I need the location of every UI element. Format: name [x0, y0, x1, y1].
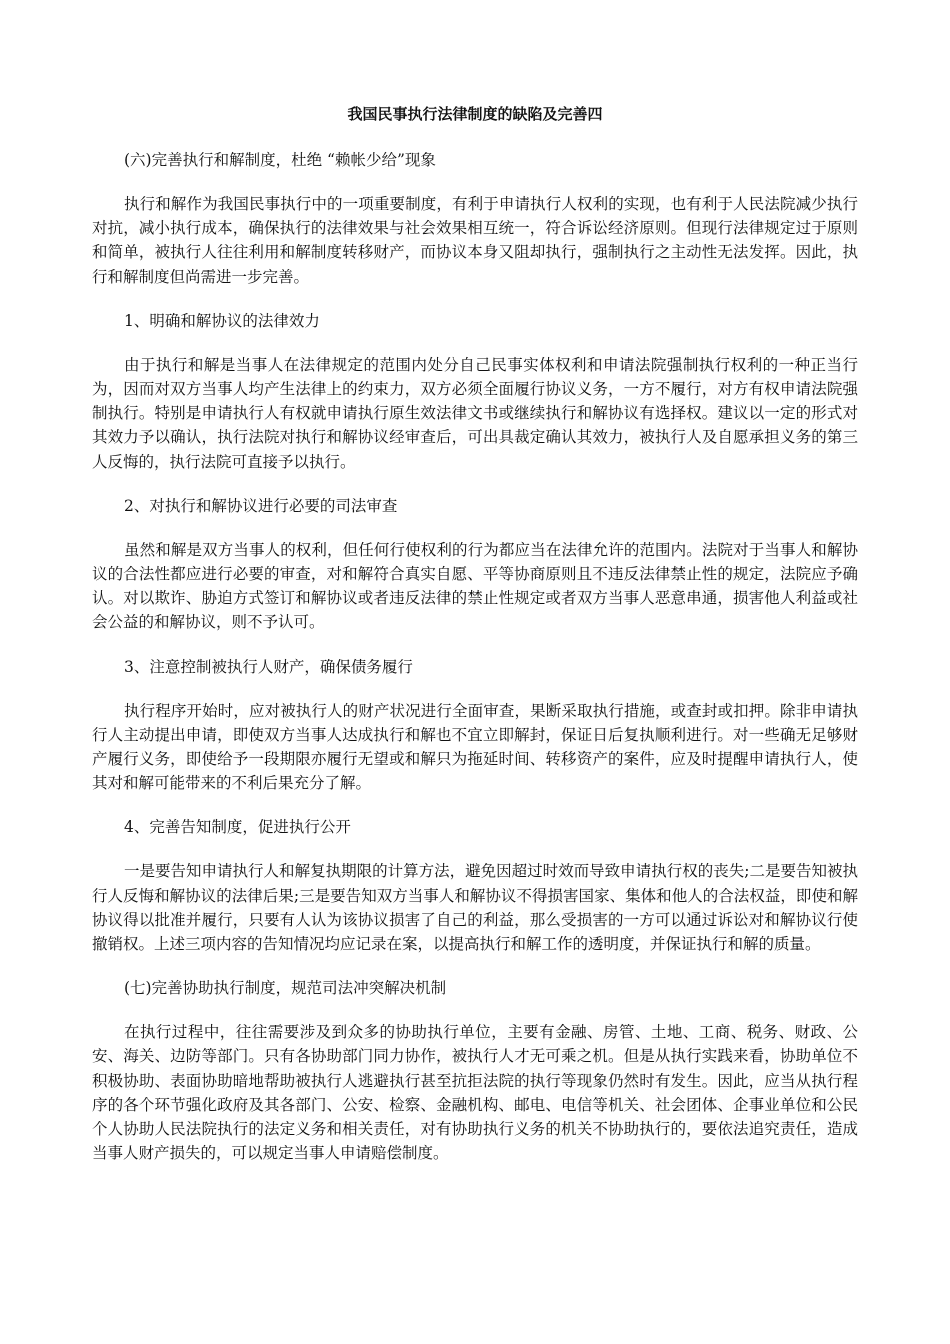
- section-heading: 3、注意控制被执行人财产，确保债务履行: [124, 657, 413, 676]
- body-paragraph: 虽然和解是双方当事人的权利，但任何行使权利的行为都应当在法律允许的范围内。法院对于当事人和解协议的合法性都应进行必要的审查，对和解符合真实自愿、平等协商原则且不违反法律禁止性的规定，法院应予确认。对以欺诈、胁迫方式签订和解协议或者违反法律的禁止性规定或者双方当事人恶意串通，损害他人利益或社会公益的和解协议，则不予认可。: [92, 540, 858, 632]
- body-paragraph: 执行程序开始时，应对被执行人的财产状况进行全面审查，果断采取执行措施，或查封或扣押。除非申请执行人主动提出申请，即使双方当事人达成执行和解也不宜立即解封，保证日后复执顺利进行。对一些确无足够财产履行义务，即使给予一段期限亦履行无望或和解只为拖延时间、转移资产的案件，应及时提醒申请执行人，使其对和解可能带来的不利后果充分了解。: [92, 701, 858, 793]
- body-paragraph: 由于执行和解是当事人在法律规定的范围内处分自己民事实体权利和申请法院强制执行权利的一种正当行为，因而对双方当事人均产生法律上的约束力，双方必须全面履行协议义务，一方不履行，对方有权申请法院强制执行。特别是申请执行人有权就申请执行原生效法律文书或继续执行和解协议有选择权。建议以一定的形式对其效力予以确认，执行法院对执行和解协议经审查后，可出具裁定确认其效力，被执行人及自愿承担义务的第三人反悔的，执行法院可直接予以执行。: [92, 355, 858, 471]
- body-paragraph: 执行和解作为我国民事执行中的一项重要制度，有利于申请执行人权利的实现，也有利于人民法院减少执行对抗，减小执行成本，确保执行的法律效果与社会效果相互统一，符合诉讼经济原则。但现行法律规定过于原则和简单，被执行人往往利用和解制度转移财产，而协议本身又阻却执行，强制执行之主动性无法发挥。因此，执行和解制度但尚需进一步完善。: [92, 195, 858, 286]
- document-title: 我国民事执行法律制度的缺陷及完善四: [347, 105, 603, 123]
- section-heading: 1、明确和解协议的法律效力: [124, 311, 320, 330]
- section-heading: 4、完善告知制度，促进执行公开: [124, 818, 351, 837]
- section-heading: (七)完善协助执行制度，规范司法冲突解决机制: [124, 979, 447, 998]
- body-paragraph: 在执行过程中，往往需要涉及到众多的协助执行单位，主要有金融、房管、土地、工商、税务、财政、公安、海关、边防等部门。只有各协助部门同力协作，被执行人才无可乘之机。但是从执行实践来看，协助单位不积极协助、表面协助暗地帮助被执行人逃避执行甚至抗拒法院的执行等现象仍然时有发生。因此，应当从执行程序的各个环节强化政府及其各部门、公安、检察、金融机构、邮电、电信等机关、社会团体、企事业单位和公民个人协助人民法院执行的法定义务和相关责任，对有协助执行义务的机关不协助执行的，要依法追究责任，造成当事人财产损失的，可以规定当事人申请赔偿制度。: [92, 1023, 858, 1163]
- document-page: [92, 96, 858, 1185]
- section-heading: (六)完善执行和解制度，杜绝 “赖帐少给”现象: [124, 151, 436, 169]
- section-heading: 2、对执行和解协议进行必要的司法审查: [124, 496, 398, 515]
- body-paragraph: 一是要告知申请执行人和解复执期限的计算方法，避免因超过时效而导致申请执行权的丧失;二是要告知被执行人反悔和解协议的法律后果;三是要告知双方当事人和解协议不得损害国家、集体和他人的合法权益，即使和解协议得以批准并履行，只要有人认为该协议损害了自己的利益，那么受损害的一方可以通过诉讼对和解协议行使撤销权。上述三项内容的告知情况均应记录在案，以提高执行和解工作的透明度，并保证执行和解的质量。: [92, 862, 858, 954]
